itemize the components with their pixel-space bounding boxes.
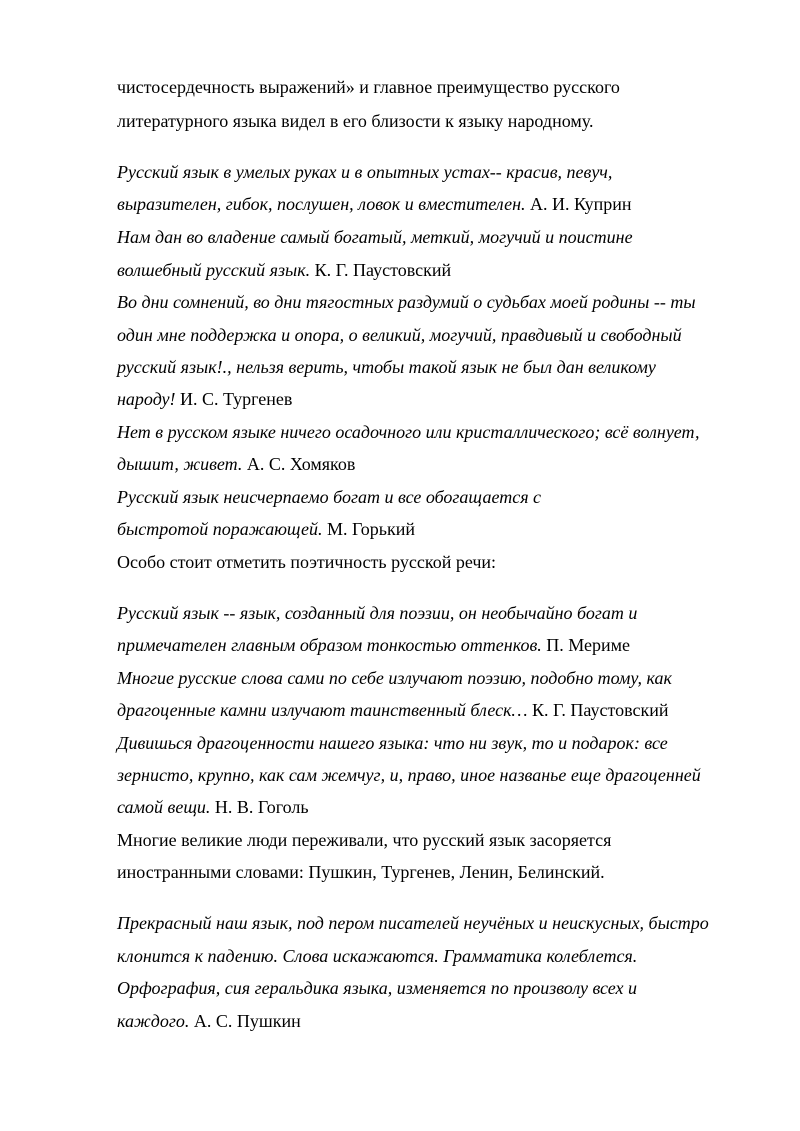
quote-merimee-line-2 <box>117 634 630 656</box>
quote-paustovsky-2-line-1: Многие русские слова сами по себе излучают поэзию, подобно тому, как <box>117 668 672 688</box>
quote-turgenev-line-2: один мне поддержка и опора, о великий, могучий, правдивый и свободный <box>117 325 682 345</box>
quote-paustovsky-1-line-2 <box>117 259 451 281</box>
quote-gogol-line-1: Дивишься драгоценности нашего языка: что ни звук, то и подарок: все <box>117 733 668 753</box>
quote-paustovsky-1-author: К. Г. Паустовский <box>310 260 452 280</box>
quote-pushkin-author: А. С. Пушкин <box>189 1011 301 1031</box>
quote-gorky-author: М. Горький <box>322 519 416 539</box>
note-foreign-words-line-1: Многие великие люди переживали, что русский язык засоряется <box>117 830 612 850</box>
quote-gorky-line-1: Русский язык неисчерпаемо богат и все обогащается с <box>117 487 542 507</box>
quote-kuprin-line-1: Русский язык в умелых руках и в опытных устах-- красив, певуч, <box>117 162 613 182</box>
quote-kuprin-line-2 <box>117 193 632 215</box>
quote-khomyakov-author: А. С. Хомяков <box>242 454 356 474</box>
note-foreign-words-line-2: иностранными словами: Пушкин, Тургенев, Ленин, Белинский. <box>117 862 605 882</box>
quote-turgenev-text: народу! <box>117 389 176 409</box>
quote-paustovsky-1-text: волшебный русский язык. <box>117 260 311 280</box>
quote-turgenev-line-3: русский язык!., нельзя верить, чтобы такой язык не был дан великому <box>117 357 656 377</box>
quote-gogol-line-3 <box>117 796 309 818</box>
quote-paustovsky-2-author: К. Г. Паустовский <box>527 700 669 720</box>
quote-pushkin-line-4 <box>117 1010 301 1032</box>
quote-turgenev-line-1: Во дни сомнений, во дни тягостных раздумий о судьбах моей родины -- ты <box>117 292 696 312</box>
quote-pushkin-text: каждого. <box>117 1011 190 1031</box>
quote-paustovsky-1-line-1: Нам дан во владение самый богатый, меткий, могучий и поистине <box>117 227 633 247</box>
quote-paustovsky-2-text: драгоценные камни излучают таинственный блеск… <box>117 700 528 720</box>
quote-khomyakov-text: дышит, живет. <box>117 454 243 474</box>
quote-pushkin-line-3: Орфография, сия геральдика языка, изменяется по произволу всех и <box>117 978 638 998</box>
quote-khomyakov-line-1: Нет в русском языке ничего осадочного или кристаллического; всё волнует, <box>117 422 700 442</box>
quote-merimee-line-1: Русский язык -- язык, созданный для поэзии, он необычайно богат и <box>117 603 638 623</box>
quote-merimee-author: П. Мериме <box>541 635 631 655</box>
quote-turgenev-author: И. С. Тургенев <box>175 389 293 409</box>
quote-gogol-text: самой вещи. <box>117 797 211 817</box>
quote-paustovsky-2-line-2 <box>117 699 668 721</box>
quote-gorky-text: быстротой поражающей. <box>117 519 323 539</box>
quote-gorky-line-2 <box>117 518 415 540</box>
quote-pushkin-line-2: клонится к падению. Слова искажаются. Грамматика колеблется. <box>117 946 638 966</box>
quote-merimee-text: примечателен главным образом тонкостью оттенков. <box>117 635 542 655</box>
note-poetic-line-1: Особо стоит отметить поэтичность русской речи: <box>117 552 497 572</box>
quote-turgenev-line-4 <box>117 388 292 410</box>
intro-line-1: чистосердечность выражений» и главное преимущество русского <box>117 77 620 97</box>
quote-gogol-author: Н. В. Гоголь <box>210 797 309 817</box>
quote-gogol-line-2: зернисто, крупно, как сам жемчуг, и, право, иное названье еще драгоценней <box>117 765 701 785</box>
quote-pushkin-line-1: Прекрасный наш язык, под пером писателей неучёных и неискусных, быстро <box>117 913 709 933</box>
quote-kuprin-text: выразителен, гибок, послушен, ловок и вместителен. <box>117 194 526 214</box>
quote-khomyakov-line-2 <box>117 453 355 475</box>
quote-kuprin-author: А. И. Куприн <box>525 194 632 214</box>
intro-line-2: литературного языка видел в его близости к языку народному. <box>117 111 594 131</box>
